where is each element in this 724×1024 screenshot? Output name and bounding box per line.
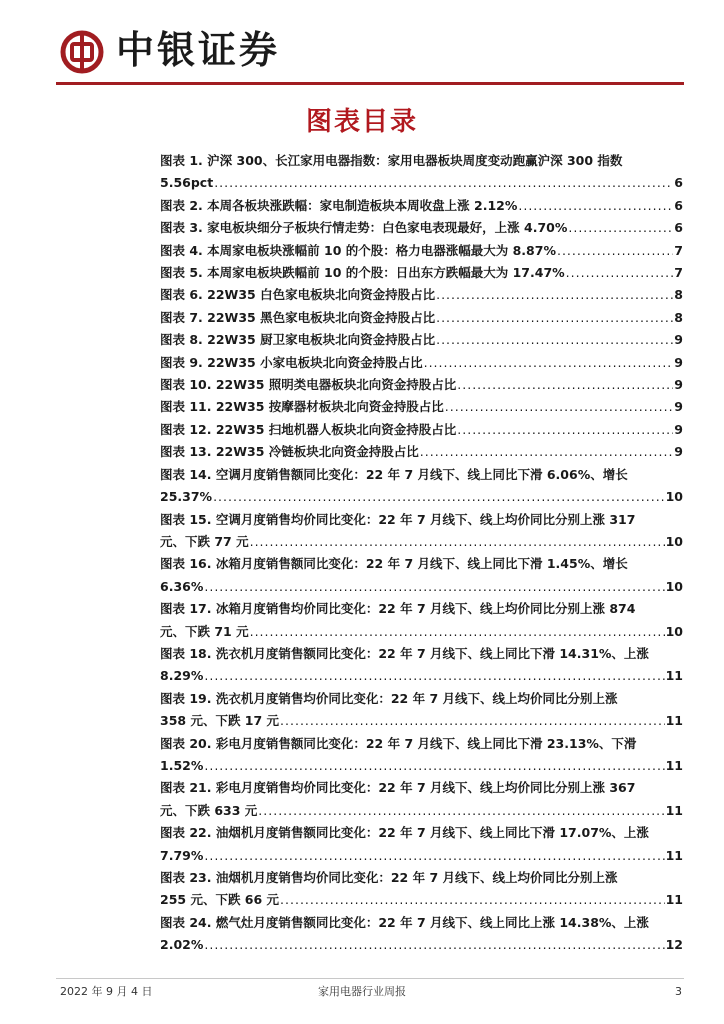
dot-leader	[436, 329, 673, 351]
toc-entry[interactable]	[160, 284, 683, 306]
toc-entry-text: 图表 14. 空调月度销售额同比变化：22 年 7 月线下、线上同比下滑 6.06%、增长	[160, 466, 628, 482]
toc-entry[interactable]	[160, 441, 683, 463]
toc-page-number: 10	[665, 533, 683, 549]
toc-entry[interactable]	[160, 150, 683, 195]
dot-leader	[250, 621, 665, 643]
toc-page-number: 7	[674, 242, 683, 258]
toc-entry-text: 图表 19. 洗衣机月度销售均价同比变化：22 年 7 月线下、线上均价同比分别上涨	[160, 690, 618, 706]
toc-page-number: 11	[665, 892, 683, 908]
dot-leader	[214, 172, 673, 194]
toc-page-number: 11	[665, 668, 683, 684]
dot-leader	[204, 576, 664, 598]
page-title: 图表目录	[305, 107, 418, 137]
toc-entry[interactable]	[160, 464, 683, 509]
toc-entry[interactable]	[160, 419, 683, 441]
dot-leader	[280, 889, 665, 911]
toc-page-number: 11	[665, 802, 683, 818]
toc-entry-text: 6.36%	[160, 578, 204, 594]
toc-page-number: 6	[674, 220, 683, 236]
toc-entry-text: 元、下跌 633 元	[160, 802, 258, 818]
toc-entry-text: 图表 10. 22W35 照明类电器板块北向资金持股占比	[160, 377, 457, 393]
header-divider	[56, 82, 684, 85]
toc-page-number: 9	[674, 332, 683, 348]
dot-leader	[420, 441, 674, 463]
dot-leader	[436, 307, 673, 329]
toc-entry[interactable]	[160, 688, 683, 733]
toc-entry[interactable]	[160, 733, 683, 778]
toc-entry-text: 图表 11. 22W35 按摩器材板块北向资金持股占比	[160, 399, 444, 415]
toc-entry-text: 图表 4. 本周家电板块涨幅前 10 的个股：格力电器涨幅最大为 8.87%	[160, 242, 556, 258]
brand-name: 中银证券	[116, 27, 281, 72]
toc-entry-text: 图表 24. 燃气灶月度销售额同比变化：22 年 7 月线下、线上同比上涨 14.38%、上涨	[160, 914, 649, 930]
toc-entry-text: 8.29%	[160, 668, 204, 684]
toc-entry[interactable]	[160, 240, 683, 262]
toc-page-number: 8	[674, 309, 683, 325]
page-header	[0, 0, 724, 86]
toc-entry-text: 图表 3. 家电板块细分子板块行情走势：白色家电表现最好，上涨 4.70%	[160, 220, 568, 236]
dot-leader	[557, 240, 673, 262]
dot-leader	[258, 800, 664, 822]
toc-entry[interactable]	[160, 509, 683, 554]
toc-entry-text: 25.37%	[160, 489, 213, 505]
bank-of-china-logo-icon	[60, 30, 104, 74]
toc-entry-text: 图表 23. 油烟机月度销售均价同比变化：22 年 7 月线下、线上均价同比分别上涨	[160, 870, 618, 885]
toc-entry-text: 图表 8. 22W35 厨卫家电板块北向资金持股占比	[160, 332, 436, 348]
toc-entry-text: 255 元、下跌 66 元	[160, 892, 280, 908]
footer-report-type: 家用电器行业周报	[318, 985, 406, 998]
toc-page-number: 9	[674, 444, 683, 460]
toc-entry-text: 7.79%	[160, 847, 204, 863]
toc-page-number: 11	[665, 757, 683, 773]
dot-leader	[457, 419, 673, 441]
toc-entry[interactable]	[160, 553, 683, 598]
toc-entry[interactable]	[160, 912, 683, 957]
toc-entry-text: 图表 20. 彩电月度销售额同比变化：22 年 7 月线下、线上同比下滑 23.13%、下滑	[160, 735, 637, 751]
toc-page-number: 10	[665, 623, 683, 639]
footer-date: 2022 年 9 月 4 日	[60, 985, 153, 998]
dot-leader	[566, 262, 674, 284]
dot-leader	[518, 195, 673, 217]
toc-page-number: 6	[674, 197, 683, 213]
dot-leader	[445, 396, 674, 418]
toc-entry[interactable]	[160, 822, 683, 867]
toc-entry-text: 图表 6. 22W35 白色家电板块北向资金持股占比	[160, 287, 436, 303]
toc-page-number: 10	[665, 578, 683, 594]
toc-entry-text: 图表 17. 冰箱月度销售均价同比变化：22 年 7 月线下、线上均价同比分别上涨 874	[160, 601, 636, 617]
toc-entry-text: 图表 9. 22W35 小家电板块北向资金持股占比	[160, 354, 423, 370]
toc-entry[interactable]	[160, 777, 683, 822]
toc-entry-text: 元、下跌 77 元	[160, 533, 249, 549]
toc-entry[interactable]	[160, 329, 683, 351]
dot-leader	[204, 665, 664, 687]
toc-page-number: 8	[674, 287, 683, 303]
toc-page-number: 10	[665, 489, 683, 505]
toc-page-number: 11	[665, 713, 683, 729]
toc-entry-text: 358 元、下跌 17 元	[160, 713, 280, 729]
toc-page-number: 7	[674, 265, 683, 281]
toc-page-number: 9	[674, 399, 683, 415]
dot-leader	[213, 486, 665, 508]
toc-entry[interactable]	[160, 352, 683, 374]
toc-page-number: 9	[674, 377, 683, 393]
footer-divider	[56, 978, 684, 979]
dot-leader	[204, 934, 664, 956]
toc-entry-text: 2.02%	[160, 937, 204, 953]
toc-entry-text: 图表 16. 冰箱月度销售额同比变化：22 年 7 月线下、线上同比下滑 1.45%、增长	[160, 556, 628, 572]
toc-entry-text: 图表 2. 本周各板块涨跌幅：家电制造板块本周收盘上涨 2.12%	[160, 197, 518, 213]
toc-entry[interactable]	[160, 262, 683, 284]
table-of-figures	[160, 150, 683, 957]
toc-entry-text: 图表 22. 油烟机月度销售额同比变化：22 年 7 月线下、线上同比下滑 17.07%、上涨	[160, 825, 649, 841]
toc-entry-text: 元、下跌 71 元	[160, 623, 249, 639]
toc-entry-text: 图表 5. 本周家电板块跌幅前 10 的个股：日出东方跌幅最大为 17.47%	[160, 265, 565, 281]
toc-entry[interactable]	[160, 307, 683, 329]
toc-entry[interactable]	[160, 643, 683, 688]
toc-entry-text: 5.56pct	[160, 175, 214, 191]
dot-leader	[424, 352, 674, 374]
toc-entry-text: 图表 1. 沪深 300、长江家用电器指数：家用电器板块周度变动跑赢沪深 300 指数	[160, 153, 623, 168]
toc-entry-text: 图表 12. 22W35 扫地机器人板块北向资金持股占比	[160, 421, 457, 437]
toc-page-number: 6	[674, 175, 683, 191]
dot-leader	[568, 217, 673, 239]
toc-entry[interactable]	[160, 867, 683, 912]
toc-entry[interactable]	[160, 396, 683, 418]
dot-leader	[204, 755, 664, 777]
toc-entry[interactable]	[160, 195, 683, 217]
toc-entry[interactable]	[160, 598, 683, 643]
toc-page-number: 9	[674, 421, 683, 437]
toc-entry-text: 图表 18. 洗衣机月度销售额同比变化：22 年 7 月线下、线上同比下滑 14.31%、上涨	[160, 645, 649, 661]
dot-leader	[204, 845, 664, 867]
toc-entry-text: 图表 15. 空调月度销售均价同比变化：22 年 7 月线下、线上均价同比分别上涨 317	[160, 511, 636, 527]
footer-page-number: 3	[675, 985, 682, 998]
dot-leader	[457, 374, 673, 396]
toc-entry-text: 图表 7. 22W35 黑色家电板块北向资金持股占比	[160, 309, 436, 325]
toc-entry-text: 图表 21. 彩电月度销售均价同比变化：22 年 7 月线下、线上均价同比分别上涨 367	[160, 780, 636, 796]
toc-entry-text: 图表 13. 22W35 冷链板块北向资金持股占比	[160, 444, 419, 460]
toc-page-number: 11	[665, 847, 683, 863]
toc-entry[interactable]	[160, 217, 683, 239]
dot-leader	[436, 284, 673, 306]
toc-entry[interactable]	[160, 374, 683, 396]
toc-page-number: 12	[665, 937, 683, 953]
dot-leader	[250, 531, 665, 553]
toc-entry-text: 1.52%	[160, 757, 204, 773]
dot-leader	[280, 710, 665, 732]
toc-page-number: 9	[674, 354, 683, 370]
